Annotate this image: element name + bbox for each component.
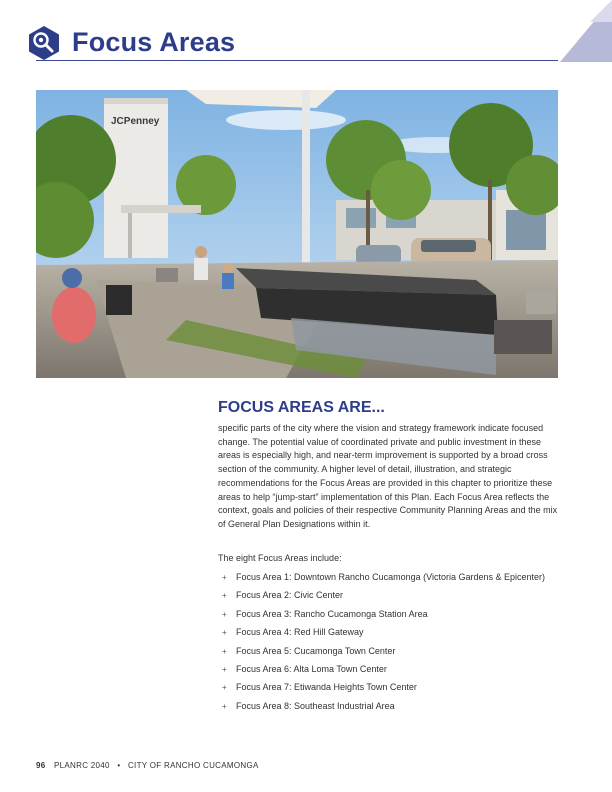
list-item-label: Focus Area 2: Civic Center <box>236 590 344 601</box>
list-item-label: Focus Area 7: Etiwanda Heights Town Center <box>236 682 417 693</box>
list-item-label: Focus Area 4: Red Hill Gateway <box>236 627 364 638</box>
bullet-icon: + <box>222 646 227 656</box>
focus-area-list <box>220 571 558 718</box>
list-item <box>220 589 558 602</box>
list-item <box>220 608 558 621</box>
bullet-icon: + <box>222 664 227 674</box>
bullet-icon: + <box>222 591 227 601</box>
bullet-icon: + <box>222 628 227 638</box>
page-number: 96 <box>36 761 46 770</box>
bullet-icon: + <box>222 609 227 619</box>
list-item <box>220 645 558 658</box>
storefront-sign: JCPenney <box>111 116 160 127</box>
list-item <box>220 571 558 584</box>
bullet-icon: + <box>222 573 227 582</box>
bullet-icon: + <box>222 701 227 711</box>
list-item-label: Focus Area 1: Downtown Rancho Cucamonga (Victoria Gardens & Epicenter) <box>236 572 545 582</box>
list-item-label: Focus Area 5: Cucamonga Town Center <box>236 645 396 656</box>
page-footer <box>36 761 259 770</box>
corner-decoration <box>556 0 612 62</box>
magnifier-pin-icon <box>26 25 62 61</box>
section-heading: FOCUS AREAS ARE... <box>218 399 385 416</box>
bullet-icon: + <box>222 683 227 693</box>
footer-separator: • <box>117 761 121 770</box>
list-item-label: Focus Area 6: Alta Loma Town Center <box>236 663 387 674</box>
header-divider <box>36 60 558 61</box>
list-item-label: Focus Area 8: Southeast Industrial Area <box>236 700 395 711</box>
city-name: CITY OF RANCHO CUCAMONGA <box>127 761 259 770</box>
list-intro: The eight Focus Areas include: <box>218 553 342 563</box>
page-title: Focus Areas <box>72 27 236 57</box>
list-item-label: Focus Area 3: Rancho Cucamonga Station Area <box>236 608 428 619</box>
list-item <box>220 663 558 676</box>
list-item <box>220 681 558 694</box>
list-item <box>220 700 558 713</box>
list-item <box>220 626 558 639</box>
body-paragraph: specific parts of the city where the vision and strategy framework indicate focused change. The potential value of coordinated private and public investment in these areas is especially high, and near-term improvement is supported by a broad cross section of the community. A higher level of detail, illustration, and strategic recommendations for the Focus Areas are provided in this chapter to prioritize these areas to help “jump-start” implementation of this Plan. Each Focus Area reflects the context, goals and policies of their respective Community Planning Areas and the mix of General Plan Designations within it. <box>218 423 558 529</box>
plaza-photo <box>36 90 558 378</box>
plan-name: PLANRC 2040 <box>54 761 110 770</box>
